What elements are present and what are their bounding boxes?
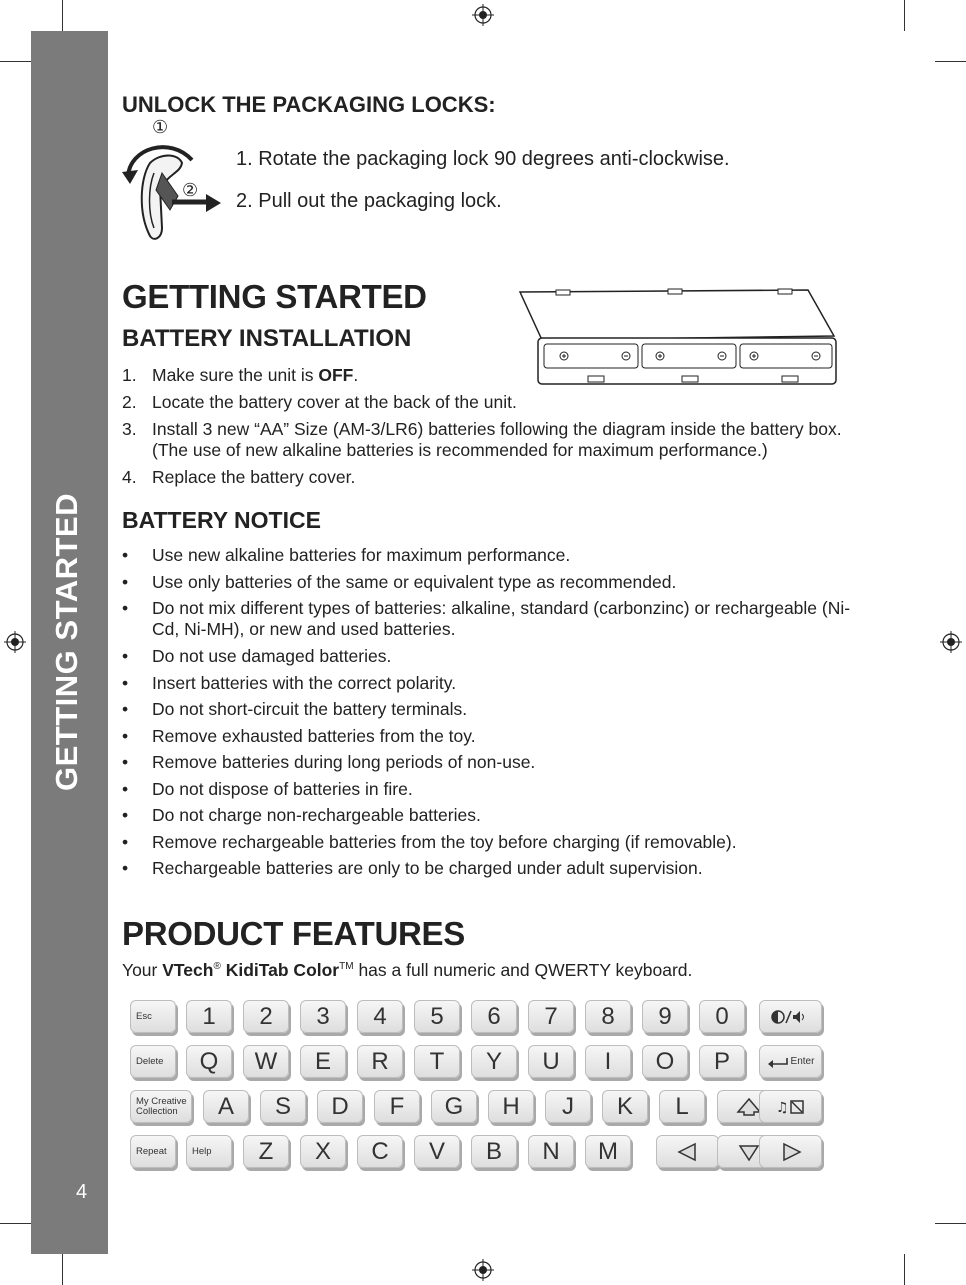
key-p: P — [699, 1045, 745, 1078]
notice-text: Rechargeable batteries are only to be charged under adult supervision. — [152, 858, 703, 878]
key-9: 9 — [642, 1000, 688, 1033]
sidebar-title: GETTING STARTED — [49, 493, 84, 791]
step-mark-1: ① — [152, 117, 169, 138]
bullet: • — [122, 805, 129, 825]
notice-text: Remove exhausted batteries from the toy. — [152, 725, 476, 746]
notice-text: Remove batteries during long periods of non-use. — [152, 752, 536, 772]
list-text: Locate the battery cover at the back of the unit. — [152, 392, 517, 412]
registration-mark-icon — [4, 631, 26, 653]
page-number: 4 — [76, 1181, 88, 1203]
notice-text: Do not mix different types of batteries: alkaline, standard (carbonzinc) or rechargeable (Ni-Cd, Ni-MH), or new and used batteries. — [152, 598, 851, 639]
notice-text: Use only batteries of the same or equivalent type as recommended. — [152, 571, 677, 592]
key-w: W — [243, 1045, 289, 1078]
registration-mark-icon — [472, 4, 494, 26]
key-u: U — [528, 1045, 574, 1078]
notice-item — [122, 572, 852, 593]
key-2: 2 — [243, 1000, 289, 1033]
trademark-mark: TM — [339, 961, 354, 973]
key-7: 7 — [528, 1000, 574, 1033]
notice-item — [122, 726, 852, 747]
crop-mark — [0, 61, 31, 62]
notice-text: Do not short-circuit the battery terminals. — [152, 699, 468, 719]
list-number: 1. — [122, 365, 137, 385]
notice-text: Remove rechargeable batteries from the toy before charging (if removable). — [152, 831, 737, 852]
notice-list — [122, 545, 852, 885]
notice-item — [122, 779, 852, 800]
key-d: D — [317, 1090, 363, 1123]
step-mark-2: ② — [182, 180, 199, 201]
crop-mark — [0, 1223, 31, 1224]
list-number: 2. — [122, 392, 137, 412]
installation-list — [122, 365, 852, 488]
key-enter — [759, 1045, 822, 1078]
key-t: T — [414, 1045, 460, 1078]
list-text: Install 3 new “AA” Size (AM-3/LR6) batteries following the diagram inside the battery box. (The use of new alkaline batteries is recommended for maximum performance.) — [152, 419, 842, 460]
notice-item — [122, 598, 852, 640]
arrow-left-icon — [656, 1135, 719, 1168]
crop-mark — [62, 1254, 63, 1285]
bullet: • — [122, 598, 129, 618]
key-1: 1 — [186, 1000, 232, 1033]
svg-text:♫: ♫ — [775, 1099, 789, 1116]
key-my-creative-collection: My Creative Collection — [130, 1090, 192, 1123]
bullet: • — [122, 752, 129, 772]
list-text: . — [353, 365, 359, 385]
crop-mark — [904, 0, 905, 31]
key-i: I — [585, 1045, 631, 1078]
crop-mark — [935, 1223, 966, 1224]
key-y: Y — [471, 1045, 517, 1078]
notice-item — [122, 673, 852, 694]
list-number: 4. — [122, 467, 137, 487]
bullet: • — [122, 858, 129, 878]
key-e: E — [300, 1045, 346, 1078]
enter-arrow-icon — [767, 1056, 789, 1068]
bullet: • — [122, 778, 129, 799]
key-h: H — [488, 1090, 534, 1123]
key-0: 0 — [699, 1000, 745, 1033]
notice-text: Do not dispose of batteries in fire. — [152, 778, 413, 799]
list-item — [122, 365, 852, 386]
key-x: X — [300, 1135, 346, 1168]
key-g: G — [431, 1090, 477, 1123]
bullet: • — [122, 646, 129, 666]
key-s: S — [260, 1090, 306, 1123]
key-o: O — [642, 1045, 688, 1078]
notice-item — [122, 858, 852, 879]
intro-text: has a full numeric and QWERTY keyboard. — [353, 960, 693, 980]
key-c: C — [357, 1135, 403, 1168]
key-f: F — [374, 1090, 420, 1123]
key-repeat: Repeat — [130, 1135, 176, 1168]
product-features-heading: PRODUCT FEATURES — [122, 915, 465, 952]
registration-mark-icon — [940, 631, 962, 653]
key-3: 3 — [300, 1000, 346, 1033]
notice-item — [122, 832, 852, 853]
list-item — [122, 392, 852, 413]
off-label: OFF — [318, 365, 354, 385]
key-v: V — [414, 1135, 460, 1168]
unlock-step-2: 2. Pull out the packaging lock. — [236, 190, 502, 212]
notice-text: Use new alkaline batteries for maximum performance. — [152, 545, 571, 565]
crop-mark — [935, 61, 966, 62]
key-b: B — [471, 1135, 517, 1168]
key-help: Help — [186, 1135, 232, 1168]
key-4: 4 — [357, 1000, 403, 1033]
bullet: • — [122, 699, 129, 719]
list-number: 3. — [122, 419, 137, 439]
packaging-lock-illustration — [120, 118, 225, 243]
notice-text: Insert batteries with the correct polarity. — [152, 672, 457, 693]
key-a: A — [203, 1090, 249, 1123]
crop-mark — [62, 0, 63, 31]
key-q: Q — [186, 1045, 232, 1078]
key-6: 6 — [471, 1000, 517, 1033]
key-5: 5 — [414, 1000, 460, 1033]
features-intro — [122, 960, 692, 981]
key-l: L — [659, 1090, 705, 1123]
notice-item — [122, 752, 852, 773]
bullet: • — [122, 672, 129, 693]
key-z: Z — [243, 1135, 289, 1168]
brand-name: VTech — [162, 960, 214, 980]
key-delete: Delete — [130, 1045, 176, 1078]
list-text: Replace the battery cover. — [152, 467, 356, 487]
contrast-volume-icon — [759, 1000, 822, 1033]
bullet: • — [122, 831, 129, 852]
notice-item — [122, 545, 852, 566]
enter-label: Enter — [790, 1056, 815, 1067]
notice-item — [122, 699, 852, 720]
list-text: Make sure the unit is — [152, 365, 319, 385]
bullet: • — [122, 725, 129, 746]
getting-started-heading: GETTING STARTED — [122, 278, 427, 315]
key-k: K — [602, 1090, 648, 1123]
bullet: • — [122, 571, 129, 592]
product-name: KidiTab Color — [225, 960, 340, 980]
key-8: 8 — [585, 1000, 631, 1033]
notice-item — [122, 646, 852, 667]
battery-installation-heading: BATTERY INSTALLATION — [122, 325, 412, 352]
notice-text: Do not charge non-rechargeable batteries. — [152, 805, 481, 825]
unlock-heading: UNLOCK THE PACKAGING LOCKS: — [122, 92, 496, 117]
key-n: N — [528, 1135, 574, 1168]
notice-item — [122, 805, 852, 826]
music-mute-icon — [759, 1090, 822, 1123]
battery-notice-heading: BATTERY NOTICE — [122, 507, 321, 533]
key-r: R — [357, 1045, 403, 1078]
unlock-step-1: 1. Rotate the packaging lock 90 degrees anti-clockwise. — [236, 148, 730, 170]
list-item — [122, 419, 852, 461]
bullet: • — [122, 545, 129, 565]
key-esc: Esc — [130, 1000, 176, 1033]
key-m: M — [585, 1135, 631, 1168]
crop-mark — [904, 1254, 905, 1285]
registration-mark-icon — [472, 1259, 494, 1281]
notice-text: Do not use damaged batteries. — [152, 646, 392, 666]
arrow-right-icon — [759, 1135, 822, 1168]
intro-text: Your — [122, 960, 163, 980]
key-j: J — [545, 1090, 591, 1123]
list-item — [122, 467, 852, 488]
registered-mark: ® — [213, 961, 221, 973]
